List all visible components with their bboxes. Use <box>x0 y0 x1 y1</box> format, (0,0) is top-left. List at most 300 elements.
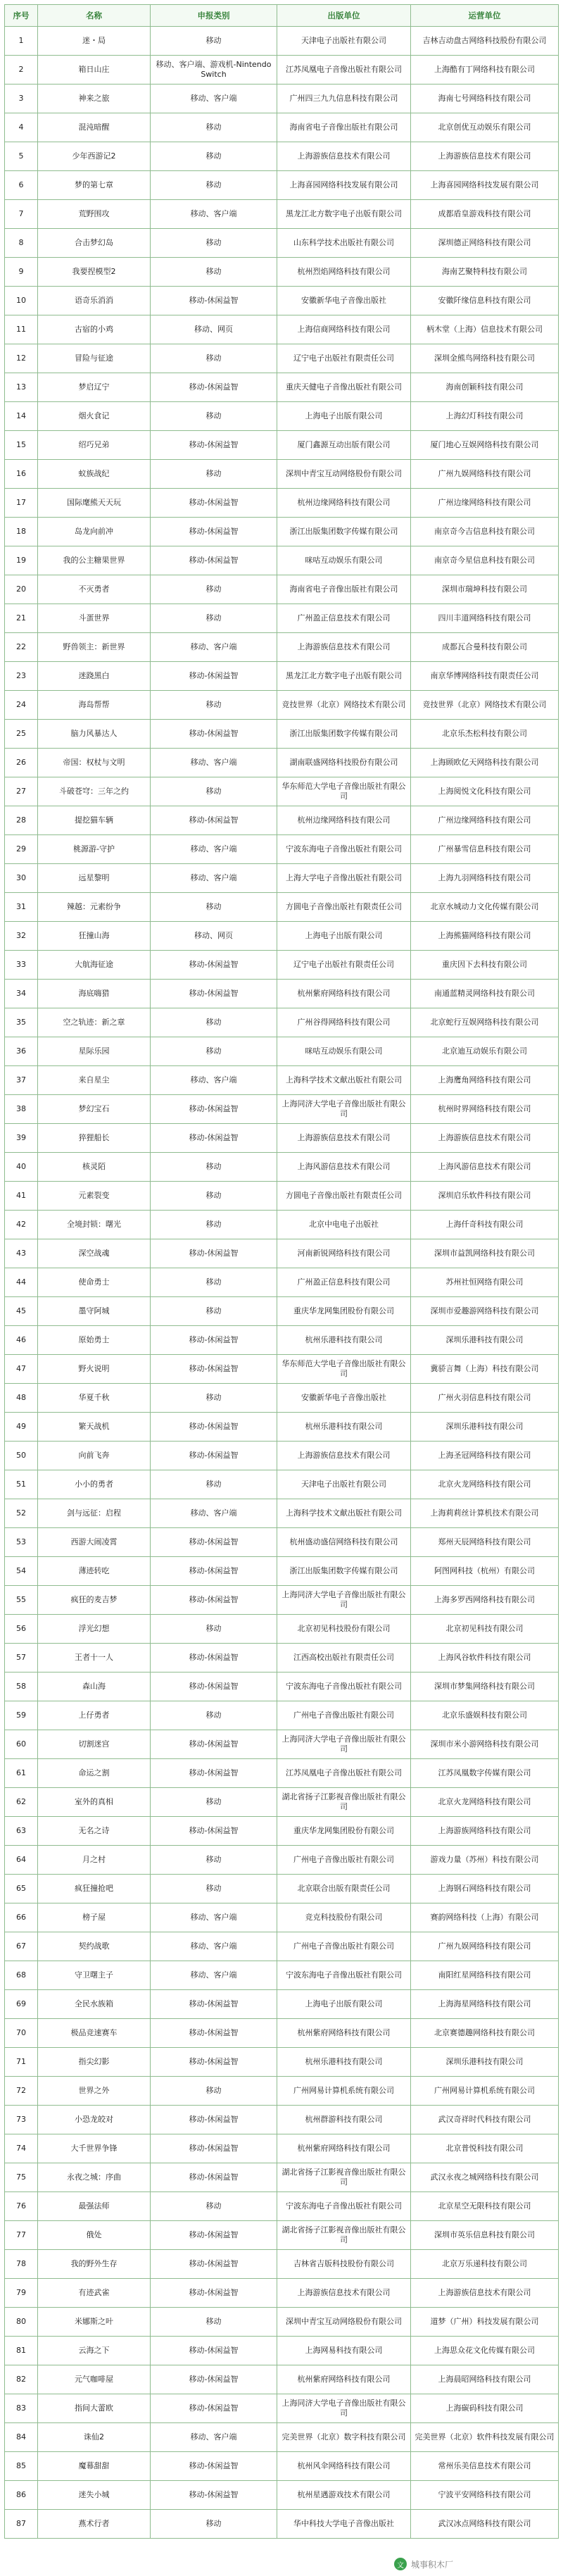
cell-index: 52 <box>4 1499 38 1528</box>
table-row <box>4 1037 559 1066</box>
cell-publisher: 杭州边缘网络科技有限公司 <box>277 489 411 518</box>
table-row <box>4 1615 559 1644</box>
cell-publisher: 广州盈正信息科技有限公司 <box>277 1268 411 1297</box>
cell-name: 繁天战机 <box>38 1413 151 1442</box>
cell-index: 11 <box>4 315 38 344</box>
cell-publisher: 宁波东海电子音像出版社有限公司 <box>277 1672 411 1701</box>
cell-name: 空之轨迹：新之章 <box>38 1008 151 1037</box>
cell-name: 原始勇士 <box>38 1326 151 1355</box>
table-row <box>4 575 559 604</box>
table-row <box>4 171 559 200</box>
cell-operator: 广州网易计算机系统有限公司 <box>411 2077 559 2106</box>
cell-category: 移动-休闲益智 <box>151 518 277 546</box>
cell-publisher: 北京联合出版有限责任公司 <box>277 1875 411 1903</box>
cell-operator: 上海顾欧亿天网络科技有限公司 <box>411 749 559 777</box>
table-row <box>4 315 559 344</box>
table-row <box>4 1932 559 1961</box>
table-row <box>4 662 559 691</box>
cell-name: 不灭勇者 <box>38 575 151 604</box>
cell-index: 18 <box>4 518 38 546</box>
cell-operator: 上海阅悦文化科技有限公司 <box>411 777 559 806</box>
cell-operator: 成都盾皇游戏科技有限公司 <box>411 200 559 229</box>
cell-category: 移动 <box>151 1268 277 1297</box>
cell-operator: 南京奇今星信息科技有限公司 <box>411 546 559 575</box>
table-row <box>4 1990 559 2019</box>
cell-publisher: 上海电子出版有限公司 <box>277 922 411 951</box>
cell-name: 语奇乐消消 <box>38 287 151 315</box>
cell-name: 狂撞山海 <box>38 922 151 951</box>
cell-index: 63 <box>4 1817 38 1846</box>
cell-index: 9 <box>4 258 38 287</box>
cell-category: 移动-休闲益智 <box>151 1990 277 2019</box>
cell-category: 移动-休闲益智 <box>151 431 277 460</box>
cell-name: 星际乐园 <box>38 1037 151 1066</box>
cell-operator: 广州火羽信息科技有限公司 <box>411 1384 559 1413</box>
cell-operator: 深圳市益凯网络科技有限公司 <box>411 1239 559 1268</box>
cell-publisher: 天津电子出版社有限公司 <box>277 27 411 56</box>
cell-index: 38 <box>4 1095 38 1124</box>
cell-category: 移动-休闲益智 <box>151 1528 277 1557</box>
cell-publisher: 上海游族信息技术有限公司 <box>277 142 411 171</box>
table-row <box>4 2163 559 2192</box>
cell-category: 移动-休闲益智 <box>151 2481 277 2510</box>
table-row <box>4 1846 559 1875</box>
cell-operator: 北京普悦科技有限公司 <box>411 2134 559 2163</box>
cell-index: 85 <box>4 2452 38 2481</box>
cell-name: 古宿的小鸡 <box>38 315 151 344</box>
cell-operator: 上海游族信息技术有限公司 <box>411 142 559 171</box>
cell-index: 49 <box>4 1413 38 1442</box>
cell-name: 全民水族箱 <box>38 1990 151 2019</box>
cell-name: 燕术行者 <box>38 2510 151 2539</box>
cell-name: 海底嗨猎 <box>38 980 151 1008</box>
cell-index: 26 <box>4 749 38 777</box>
cell-publisher: 江西高校出版社有限责任公司 <box>277 1644 411 1672</box>
cell-index: 56 <box>4 1615 38 1644</box>
cell-name: 辣越：元素纷争 <box>38 893 151 922</box>
cell-name: 疯狂撞抢吧 <box>38 1875 151 1903</box>
cell-publisher: 浙江出版集团数字传媒有限公司 <box>277 720 411 749</box>
table-row <box>4 1095 559 1124</box>
cell-category: 移动-休闲益智 <box>151 1730 277 1759</box>
cell-name: 我要捏模型2 <box>38 258 151 287</box>
cell-category: 移动、客户端 <box>151 85 277 113</box>
cell-name: 小恐龙皎对 <box>38 2106 151 2134</box>
table-row <box>4 142 559 171</box>
cell-index: 3 <box>4 85 38 113</box>
cell-operator: 北京火龙网络科技有限公司 <box>411 1470 559 1499</box>
cell-operator: 上海游族网络科技有限公司 <box>411 1817 559 1846</box>
cell-name: 岛龙向前冲 <box>38 518 151 546</box>
cell-publisher: 上海同济大学电子音像出版社有限公司 <box>277 1095 411 1124</box>
cell-name: 核灵陌 <box>38 1153 151 1182</box>
table-row <box>4 287 559 315</box>
cell-category: 移动-休闲益智 <box>151 2019 277 2048</box>
cell-operator: 南通蓝精灵网络科技有限公司 <box>411 980 559 1008</box>
cell-operator: 北京星空无限科技有限公司 <box>411 2192 559 2221</box>
cell-publisher: 方圆电子音像出版社有限责任公司 <box>277 1182 411 1211</box>
cell-publisher: 广州盈正信息技术有限公司 <box>277 604 411 633</box>
cell-operator: 深圳市梦集网络科技有限公司 <box>411 1672 559 1701</box>
header-index: 序号 <box>4 4 38 27</box>
table-row <box>4 2394 559 2423</box>
cell-publisher: 安徽新华电子音像出版社 <box>277 1384 411 1413</box>
table-row <box>4 113 559 142</box>
cell-index: 41 <box>4 1182 38 1211</box>
cell-name: 薄迹转吃 <box>38 1557 151 1586</box>
cell-index: 12 <box>4 344 38 373</box>
cell-category: 移动 <box>151 777 277 806</box>
table-row <box>4 720 559 749</box>
cell-index: 23 <box>4 662 38 691</box>
table-row <box>4 922 559 951</box>
table-row <box>4 2192 559 2221</box>
cell-category: 移动-休闲益智 <box>151 2279 277 2308</box>
cell-name: 绍巧兄弟 <box>38 431 151 460</box>
cell-category: 移动 <box>151 1008 277 1037</box>
table-row <box>4 1153 559 1182</box>
cell-name: 箱日山庄 <box>38 56 151 85</box>
cell-publisher: 竞克科技股份有限公司 <box>277 1903 411 1932</box>
cell-index: 34 <box>4 980 38 1008</box>
cell-category: 移动-休闲益智 <box>151 1442 277 1470</box>
cell-index: 5 <box>4 142 38 171</box>
cell-name: 野火说明 <box>38 1355 151 1384</box>
table-row <box>4 258 559 287</box>
cell-name: 有迹武雀 <box>38 2279 151 2308</box>
cell-name: 海岛帮帮 <box>38 691 151 720</box>
cell-name: 王者十一人 <box>38 1644 151 1672</box>
cell-operator: 常州乐美信息技术有限公司 <box>411 2452 559 2481</box>
cell-publisher: 上海同济大学电子音像出版社有限公司 <box>277 1730 411 1759</box>
table-row <box>4 2048 559 2077</box>
cell-operator: 南京华博网络科技有限责任公司 <box>411 662 559 691</box>
cell-publisher: 北京中电电子出版社 <box>277 1211 411 1239</box>
cell-operator: 海南七号网络科技有限公司 <box>411 85 559 113</box>
cell-publisher: 浙江出版集团数字传媒有限公司 <box>277 1557 411 1586</box>
cell-index: 29 <box>4 835 38 864</box>
cell-index: 33 <box>4 951 38 980</box>
cell-publisher: 河南新锐网络科技有限公司 <box>277 1239 411 1268</box>
cell-publisher: 杭州紫府网络科技有限公司 <box>277 2365 411 2394</box>
cell-category: 移动 <box>151 1037 277 1066</box>
cell-index: 58 <box>4 1672 38 1701</box>
cell-name: 荒野围攻 <box>38 200 151 229</box>
cell-index: 44 <box>4 1268 38 1297</box>
cell-category: 移动-休闲益智 <box>151 2134 277 2163</box>
table-row <box>4 1817 559 1846</box>
cell-index: 25 <box>4 720 38 749</box>
header-publisher: 出版单位 <box>277 4 411 27</box>
cell-category: 移动-休闲益智 <box>151 1672 277 1701</box>
cell-name: 烟火食记 <box>38 402 151 431</box>
cell-operator: 深圳启乐软件科技有限公司 <box>411 1182 559 1211</box>
table-row <box>4 2134 559 2163</box>
cell-publisher: 辽宁电子出版社有限责任公司 <box>277 951 411 980</box>
cell-publisher: 广州四三九九信息科技有限公司 <box>277 85 411 113</box>
cell-publisher: 杭州边缘网络科技有限公司 <box>277 806 411 835</box>
cell-index: 21 <box>4 604 38 633</box>
cell-category: 移动-休闲益智 <box>151 2394 277 2423</box>
cell-publisher: 竞技世界（北京）网络技术有限公司 <box>277 691 411 720</box>
cell-publisher: 上海科学技术文献出版社有限公司 <box>277 1499 411 1528</box>
cell-category: 移动 <box>151 691 277 720</box>
cell-name: 猝狸船长 <box>38 1124 151 1153</box>
cell-index: 74 <box>4 2134 38 2163</box>
cell-index: 68 <box>4 1961 38 1990</box>
cell-operator: 上海九羽网络科技有限公司 <box>411 864 559 893</box>
cell-category: 移动-休闲益智 <box>151 1557 277 1586</box>
cell-category: 移动 <box>151 2077 277 2106</box>
cell-name: 提挖猫车辆 <box>38 806 151 835</box>
cell-operator: 冀骄言舞（上海）科技有限公司 <box>411 1355 559 1384</box>
table-row <box>4 200 559 229</box>
cell-name: 迷失小城 <box>38 2481 151 2510</box>
cell-index: 16 <box>4 460 38 489</box>
cell-name: 剑与远征：启程 <box>38 1499 151 1528</box>
cell-publisher: 安徽新华电子音像出版社 <box>277 287 411 315</box>
cell-index: 82 <box>4 2365 38 2394</box>
cell-category: 移动 <box>151 604 277 633</box>
cell-publisher: 杭州乐港科技有限公司 <box>277 1326 411 1355</box>
cell-publisher: 江苏凤凰电子音像出版社有限公司 <box>277 56 411 85</box>
cell-index: 60 <box>4 1730 38 1759</box>
cell-category: 移动 <box>151 27 277 56</box>
cell-index: 54 <box>4 1557 38 1586</box>
cell-publisher: 厦门鑫源互动出版有限公司 <box>277 431 411 460</box>
cell-category: 移动-休闲益智 <box>151 2452 277 2481</box>
table-row <box>4 1903 559 1932</box>
table-row <box>4 1470 559 1499</box>
table-row <box>4 460 559 489</box>
cell-index: 17 <box>4 489 38 518</box>
cell-category: 移动 <box>151 113 277 142</box>
table-row <box>4 2365 559 2394</box>
cell-name: 上仔勇者 <box>38 1701 151 1730</box>
cell-operator: 竞技世界（北京）网络技术有限公司 <box>411 691 559 720</box>
cell-name: 远星黎明 <box>38 864 151 893</box>
table-row <box>4 2221 559 2250</box>
cell-category: 移动 <box>151 142 277 171</box>
cell-category: 移动、客户端 <box>151 749 277 777</box>
table-row <box>4 489 559 518</box>
cell-operator: 上海风谷软件科技有限公司 <box>411 1644 559 1672</box>
cell-index: 39 <box>4 1124 38 1153</box>
cell-publisher: 江苏凤凰电子音像出版社有限公司 <box>277 1759 411 1788</box>
table-row <box>4 402 559 431</box>
cell-index: 14 <box>4 402 38 431</box>
table-row <box>4 1528 559 1557</box>
cell-name: 无名之诗 <box>38 1817 151 1846</box>
table-row <box>4 1586 559 1615</box>
cell-index: 79 <box>4 2279 38 2308</box>
cell-publisher: 咪咕互动娱乐有限公司 <box>277 546 411 575</box>
cell-category: 移动-休闲益智 <box>151 2337 277 2365</box>
cell-index: 27 <box>4 777 38 806</box>
cell-name: 迷・局 <box>38 27 151 56</box>
cell-operator: 深圳市英乐信息科技有限公司 <box>411 2221 559 2250</box>
cell-index: 69 <box>4 1990 38 2019</box>
table-row <box>4 27 559 56</box>
table-row <box>4 2077 559 2106</box>
cell-publisher: 黑龙江北方数字电子出版有限公司 <box>277 200 411 229</box>
cell-category: 移动、客户端、游戏机-Nintendo Switch <box>151 56 277 85</box>
cell-category: 移动-休闲益智 <box>151 951 277 980</box>
cell-index: 13 <box>4 373 38 402</box>
table-body <box>4 27 559 2539</box>
cell-index: 72 <box>4 2077 38 2106</box>
cell-index: 45 <box>4 1297 38 1326</box>
cell-operator: 深圳乐港科技有限公司 <box>411 2048 559 2077</box>
table-row <box>4 980 559 1008</box>
cell-name: 大航海征途 <box>38 951 151 980</box>
cell-index: 71 <box>4 2048 38 2077</box>
cell-name: 世界之外 <box>38 2077 151 2106</box>
cell-publisher: 杭州星遇游戏技术有限公司 <box>277 2481 411 2510</box>
cell-name: 契约战歌 <box>38 1932 151 1961</box>
cell-category: 移动 <box>151 1875 277 1903</box>
cell-operator: 上海碳码科技有限公司 <box>411 2394 559 2423</box>
cell-operator: 武汉永夜之城网络科技有限公司 <box>411 2163 559 2192</box>
cell-operator: 上海莉莉丝计算机技术有限公司 <box>411 1499 559 1528</box>
cell-index: 35 <box>4 1008 38 1037</box>
cell-operator: 南京奇今吉信息科技有限公司 <box>411 518 559 546</box>
table-row <box>4 518 559 546</box>
cell-index: 28 <box>4 806 38 835</box>
table-row <box>4 2250 559 2279</box>
table-row <box>4 1961 559 1990</box>
table-row <box>4 56 559 85</box>
cell-category: 移动-休闲益智 <box>151 2163 277 2192</box>
table-row <box>4 2019 559 2048</box>
cell-name: 梦的第七章 <box>38 171 151 200</box>
cell-operator: 广州边缘网络科技有限公司 <box>411 489 559 518</box>
cell-operator: 广州九娱网络科技有限公司 <box>411 1932 559 1961</box>
cell-name: 魔幕甜甜 <box>38 2452 151 2481</box>
cell-name: 少年西游记2 <box>38 142 151 171</box>
cell-category: 移动、网页 <box>151 922 277 951</box>
cell-operator: 武汉冰点网络科技有限公司 <box>411 2510 559 2539</box>
cell-name: 全境封锁：曙光 <box>38 1211 151 1239</box>
table-row <box>4 835 559 864</box>
cell-publisher: 上海电子出版有限公司 <box>277 402 411 431</box>
cell-publisher: 重庆天健电子音像出版社有限公司 <box>277 373 411 402</box>
table-row <box>4 1268 559 1297</box>
cell-category: 移动 <box>151 1470 277 1499</box>
cell-publisher: 杭州烈焰网络科技有限公司 <box>277 258 411 287</box>
cell-index: 75 <box>4 2163 38 2192</box>
cell-index: 80 <box>4 2308 38 2337</box>
cell-operator: 上海熊猫网络科技有限公司 <box>411 922 559 951</box>
cell-operator: 上海游族信息技术有限公司 <box>411 2279 559 2308</box>
table-row <box>4 546 559 575</box>
cell-operator: 上海仟奇科技有限公司 <box>411 1211 559 1239</box>
cell-publisher: 湖北省扬子江影视音像出版社有限公司 <box>277 1788 411 1817</box>
table-row <box>4 1788 559 1817</box>
cell-operator: 上海游族信息技术有限公司 <box>411 1124 559 1153</box>
cell-publisher: 杭州紫府网络科技有限公司 <box>277 980 411 1008</box>
cell-category: 移动、客户端 <box>151 1066 277 1095</box>
table-row <box>4 85 559 113</box>
cell-operator: 北京迪互动娱乐有限公司 <box>411 1037 559 1066</box>
cell-name: 指间大蕾欧 <box>38 2394 151 2423</box>
cell-publisher: 辽宁电子出版社有限责任公司 <box>277 344 411 373</box>
cell-name: 守卫曙主子 <box>38 1961 151 1990</box>
cell-name: 脑力风暴达人 <box>38 720 151 749</box>
table-row <box>4 1413 559 1442</box>
cell-publisher: 广州网易计算机系统有限公司 <box>277 2077 411 2106</box>
cell-operator: 北京水城动力文化传媒有限公司 <box>411 893 559 922</box>
cell-name: 小小的勇者 <box>38 1470 151 1499</box>
cell-publisher: 海南省电子音像出版社有限公司 <box>277 575 411 604</box>
cell-index: 2 <box>4 56 38 85</box>
cell-index: 48 <box>4 1384 38 1413</box>
table-row <box>4 229 559 258</box>
cell-name: 混沌暗醒 <box>38 113 151 142</box>
cell-operator: 阿图网科技（杭州）有限公司 <box>411 1557 559 1586</box>
cell-category: 移动、客户端 <box>151 2423 277 2452</box>
cell-name: 桃源游-守护 <box>38 835 151 864</box>
cell-category: 移动、客户端 <box>151 864 277 893</box>
cell-operator: 上海思众花文化传媒有限公司 <box>411 2337 559 2365</box>
cell-operator: 安徽阡缘信息科技有限公司 <box>411 287 559 315</box>
table-row <box>4 777 559 806</box>
cell-category: 移动 <box>151 229 277 258</box>
cell-publisher: 上海游族信息技术有限公司 <box>277 2279 411 2308</box>
cell-operator: 海南艺聚特科技有限公司 <box>411 258 559 287</box>
cell-category: 移动、客户端 <box>151 1932 277 1961</box>
cell-name: 元气咖啡屋 <box>38 2365 151 2394</box>
cell-category: 移动、客户端 <box>151 1499 277 1528</box>
cell-category: 移动 <box>151 2510 277 2539</box>
cell-operator: 深圳乐港科技有限公司 <box>411 1413 559 1442</box>
cell-publisher: 宁波东海电子音像出版社有限公司 <box>277 835 411 864</box>
cell-category: 移动-休闲益智 <box>151 1239 277 1268</box>
cell-category: 移动-休闲益智 <box>151 2365 277 2394</box>
cell-publisher: 重庆华龙网集团股份有限公司 <box>277 1297 411 1326</box>
cell-category: 移动、客户端 <box>151 835 277 864</box>
cell-publisher: 上海大学电子音像出版社有限公司 <box>277 864 411 893</box>
cell-name: 大千世界争锋 <box>38 2134 151 2163</box>
cell-category: 移动-休闲益智 <box>151 489 277 518</box>
cell-operator: 北京乐盛娱科技有限公司 <box>411 1701 559 1730</box>
table-row <box>4 691 559 720</box>
table-row <box>4 604 559 633</box>
table-row <box>4 1124 559 1153</box>
table-row <box>4 2279 559 2308</box>
cell-publisher: 山东科学技术出版社有限公司 <box>277 229 411 258</box>
cell-operator: 深圳乐港科技有限公司 <box>411 1326 559 1355</box>
cell-operator: 北京乐杰松科技有限公司 <box>411 720 559 749</box>
cell-index: 4 <box>4 113 38 142</box>
cell-index: 30 <box>4 864 38 893</box>
cell-operator: 杭州时界网络科技有限公司 <box>411 1095 559 1124</box>
cell-index: 67 <box>4 1932 38 1961</box>
cell-publisher: 华东师范大学电子音像出版社有限公司 <box>277 1355 411 1384</box>
cell-category: 移动-休闲益智 <box>151 2048 277 2077</box>
cell-index: 83 <box>4 2394 38 2423</box>
cell-operator: 江苏凤凰数字传媒有限公司 <box>411 1759 559 1788</box>
cell-name: 我的野外生存 <box>38 2250 151 2279</box>
table-row <box>4 1730 559 1759</box>
cell-category: 移动-休闲益智 <box>151 720 277 749</box>
cell-category: 移动 <box>151 402 277 431</box>
table-row <box>4 1297 559 1326</box>
cell-operator: 广州边缘网络科技有限公司 <box>411 806 559 835</box>
cell-index: 22 <box>4 633 38 662</box>
cell-operator: 上海多罗西网络科技有限公司 <box>411 1586 559 1615</box>
watermark <box>394 2556 556 2572</box>
